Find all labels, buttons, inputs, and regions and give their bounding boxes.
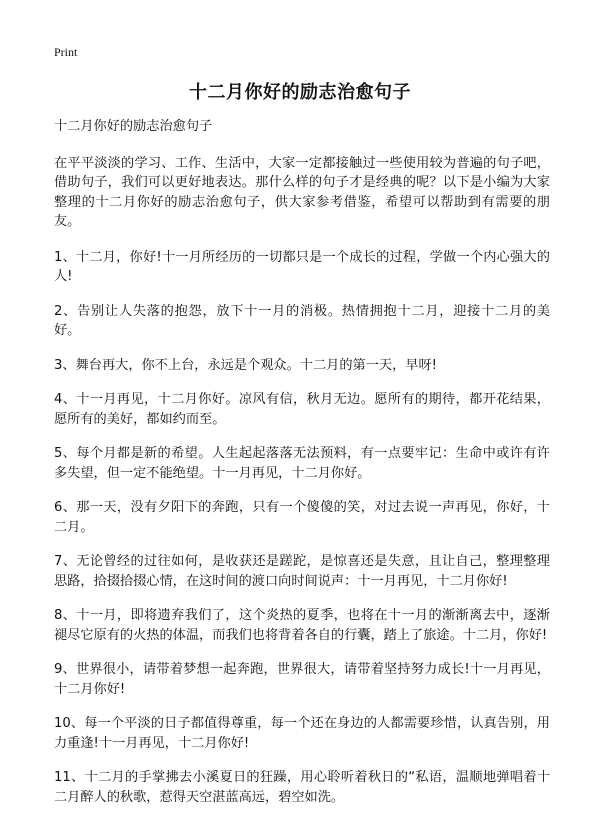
list-item: 2、告别让人失落的抱怨，放下十一月的消极。热情拥抱十二月，迎接十二月的美好。: [54, 303, 550, 338]
intro-paragraph: 在平平淡淡的学习、工作、生活中，大家一定都接触过一些使用较为普遍的句子吧，借助句子，我们可以更好地表达。那什么样的句子才是经典的呢？以下是小编为大家整理的十二月你好的励志治愈句子，供大家参考借鉴，希望可以帮助到有需要的朋友。: [54, 155, 550, 229]
list-item: 1、十二月，你好!十一月所经历的一切都只是一个成长的过程，学做一个内心强大的人!: [54, 249, 550, 284]
list-item: 7、无论曾经的过往如何，是收获还是蹉跎，是惊喜还是失意，且让自己，整理整理思路，拾掇拾掇心情，在这时间的渡口向时间说声：十一月再见，十二月你好!: [54, 554, 550, 589]
page-title: 十二月你好的励志治愈句子: [189, 82, 411, 103]
list-item: 10、每一个平淡的日子都值得尊重，每一个还在身边的人都需要珍惜，认真告别，用力重逢!十一月再见，十二月你好!: [54, 716, 550, 751]
list-item: 11、十二月的手掌拂去小溪夏日的狂躁，用心聆听着秋日的“私语，温顺地弹唱着十二月醉人的秋歌，惹得天空湛蓝高远，碧空如洗。: [54, 770, 550, 805]
print-link[interactable]: Print: [54, 45, 78, 59]
article-subtitle: 十二月你好的励志治愈句子: [54, 119, 213, 134]
article-body: [54, 117, 550, 822]
list-item: 6、那一天，没有夕阳下的奔跑，只有一个傻傻的笑，对过去说一声再见，你好，十二月。: [54, 500, 550, 535]
list-item: 8、十一月，即将遗弃我们了，这个炎热的夏季，也将在十一月的渐渐离去中，逐渐褪尽它原有的火热的体温，而我们也将背着各自的行囊，踏上了旅途。十二月，你好!: [54, 608, 550, 643]
list-item: 3、舞台再大，你不上台，永远是个观众。十二月的第一天，早呀!: [54, 357, 437, 373]
list-item: 5、每个月都是新的希望。人生起起落落无法预料，有一点要牢记：生命中或许有许多失望，但一定不能绝望。十一月再见，十二月你好。: [54, 446, 550, 481]
list-item: 9、世界很小，请带着梦想一起奔跑，世界很大，请带着坚持努力成长!十一月再见，十二月你好!: [54, 662, 550, 697]
list-item: 4、十一月再见，十二月你好。凉风有信，秋月无边。愿所有的期待，都开花结果，愿所有的美好，都如约而至。: [54, 392, 550, 427]
